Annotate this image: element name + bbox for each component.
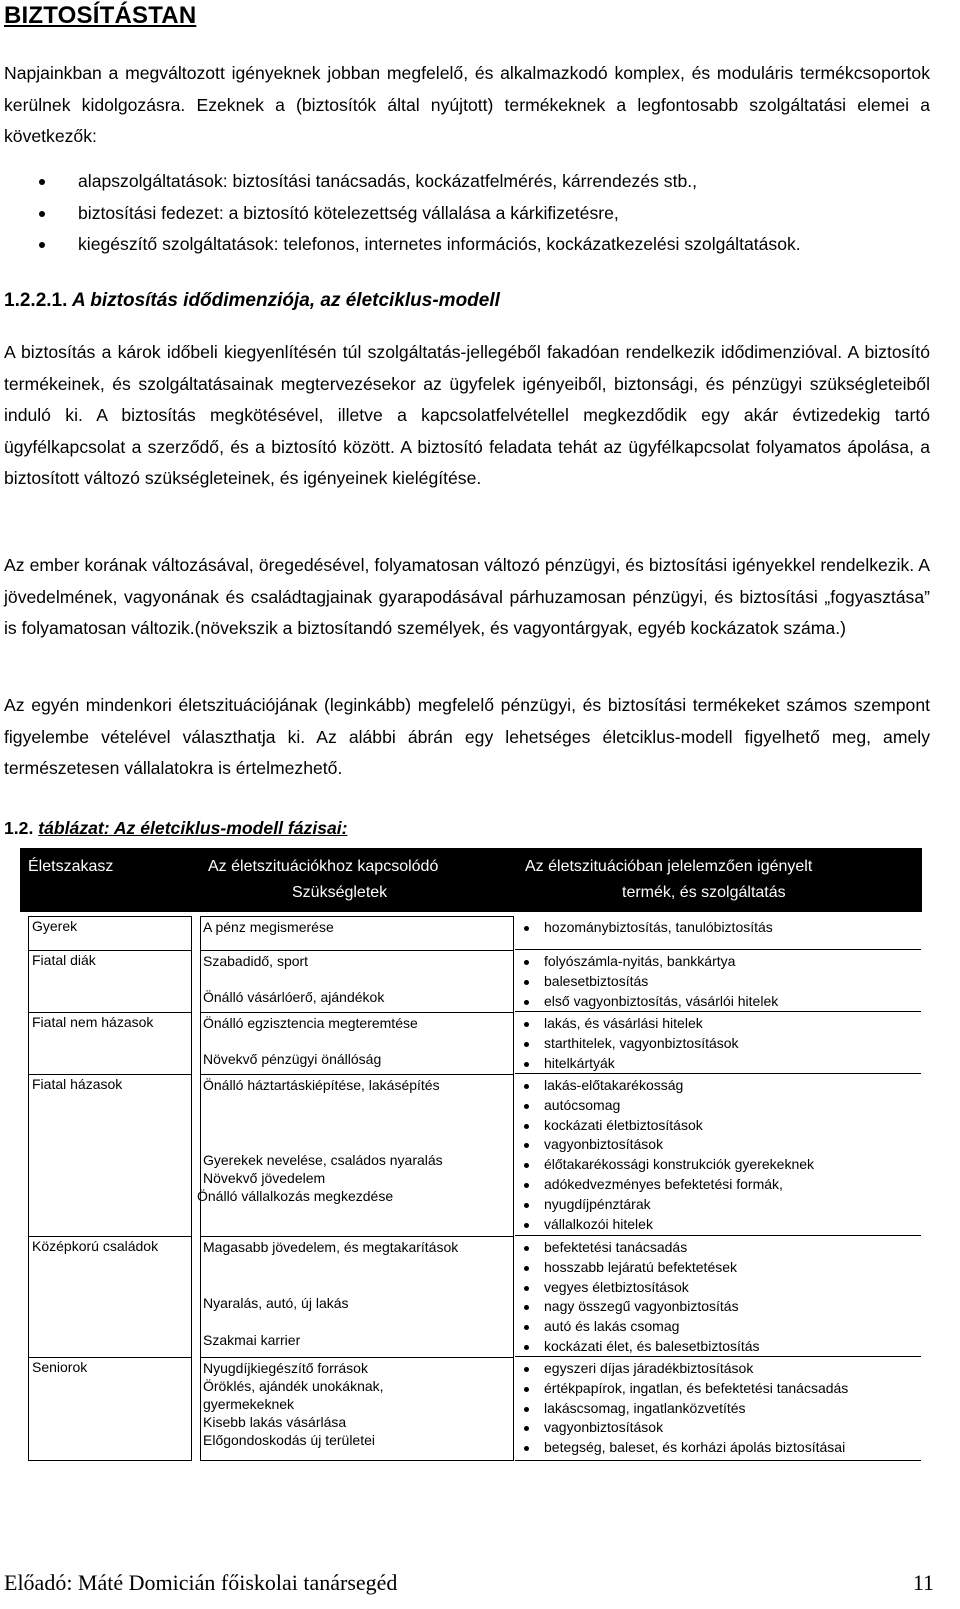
cell-products: [515, 1359, 848, 1458]
cell-need: Magasabb jövedelem, és megtakarítások: [203, 1239, 459, 1255]
document-title: BIZTOSÍTÁSTAN: [4, 2, 197, 29]
page-number: 11: [912, 1570, 934, 1595]
list-item: vagyonbiztosítások: [515, 1418, 848, 1438]
cell-need: Kisebb lakás vásárlása: [203, 1414, 347, 1430]
header-stage: Életszakasz: [28, 858, 114, 875]
list-item: nagy összegű vagyonbiztosítás: [515, 1297, 760, 1317]
cell-need: Növekvő jövedelem: [203, 1170, 326, 1186]
cell-need: Önálló egzisztencia megteremtése: [203, 1015, 418, 1031]
cell-stage: Gyerek: [32, 918, 78, 934]
cell-need: Nyugdíjkiegészítő források: [203, 1360, 368, 1376]
table-header: [20, 848, 922, 912]
table-caption-number: 1.2.: [4, 818, 34, 838]
list-item: vegyes életbiztosítások: [515, 1278, 760, 1298]
cell-products: [515, 1076, 814, 1234]
bullet-icon: [39, 179, 45, 185]
cell-need: Előgondoskodás új területei: [203, 1432, 376, 1448]
table-row: [20, 1236, 922, 1357]
table-row: [20, 1357, 922, 1461]
service-elements-list: [4, 166, 934, 261]
cell-products: [515, 1014, 739, 1073]
header-products-line2: termék, és szolgáltatás: [622, 884, 786, 901]
cell-stage: Fiatal diák: [32, 952, 96, 968]
header-needs-line2: Szükségletek: [292, 884, 388, 901]
table-row: [20, 1074, 922, 1236]
cell-need: gyermekeknek: [203, 1396, 295, 1412]
section-heading: [4, 290, 500, 312]
list-item: hosszabb lejáratú befektetések: [515, 1258, 760, 1278]
list-item: lakás, és vásárlási hitelek: [515, 1014, 739, 1034]
list-item: vállalkozói hitelek: [515, 1215, 814, 1235]
cell-need: Szakmai karrier: [203, 1332, 301, 1348]
paragraph-time-dimension: A biztosítás a károk időbeli kiegyenlítésén túl szolgáltatás-jellegéből fakadóan rendelkezik idődimenzióval. A biztosító termékeinek, és szolgáltatásainak megtervezésekor az ügyfelek igényeiből, biztonsági, és pénzügyi szükségleteiből induló ki. A biztosítás megkötésével, illetve a kapcsolatfelvétellel megkezdődik egy akár évtizedekig tartó ügyfélkapcsolat a szerződő, és a biztosító között. A biztosító feladata tehát az ügyfélkapcsolat folyamatos ápolása, a biztosított változó szükségleteinek, és igényeinek kielégítése.: [4, 342, 930, 488]
cell-need: A pénz megismerése: [203, 919, 334, 935]
list-item: hozománybiztosítás, tanulóbiztosítás: [515, 918, 773, 938]
cell-stage: Fiatal nem házasok: [32, 1014, 154, 1030]
list-item: folyószámla-nyitás, bankkártya: [515, 952, 778, 972]
list-item: adókedvezményes befektetési formák,: [515, 1175, 814, 1195]
cell-need: Önálló vállalkozás megkezdése: [197, 1188, 394, 1204]
cell-need: Önálló háztartáskiépítése, lakásépítés: [203, 1077, 440, 1093]
cell-need: Növekvő pénzügyi önállóság: [203, 1051, 382, 1067]
life-cycle-table: [20, 848, 922, 1461]
footer-lecturer: Előadó: Máté Domicián főiskolai tanársegéd: [4, 1570, 398, 1595]
cell-products: [515, 1238, 760, 1357]
list-item: balesetbiztosítás: [515, 972, 778, 992]
cell-stage: Középkorú családok: [32, 1238, 159, 1254]
bullet-icon: [39, 211, 45, 217]
intro-paragraph: Napjainkban a megváltozott igényeknek jobban megfelelő, és alkalmazkodó komplex, és moduláris termékcsoportok kerülnek kidolgozásra. Ezeknek a (biztosítók által nyújtott) termékeknek a legfontosabb szolgáltatási elemei a következők:: [4, 63, 930, 146]
cell-stage: Fiatal házasok: [32, 1076, 123, 1092]
list-item: autócsomag: [515, 1096, 814, 1116]
header-needs-line1: Az életszituációkhoz kapcsolódó: [208, 858, 439, 875]
paragraph-aging: Az ember korának változásával, öregedésével, folyamatosan változó pénzügyi, és biztosítási igényekkel rendelkezik. A jövedelmének, vagyonának és családtagjainak gyarapodásával párhuzamosan pénzügyi, és biztosítási „fogyasztása” is folyamatosan változik.(növekszik a biztosítandó személyek, és vagyontárgyak, egyéb kockázatok száma.): [4, 555, 930, 638]
table-row: [20, 950, 922, 1012]
cell-need: Öröklés, ajándék unokáknak,: [203, 1378, 384, 1394]
table-caption-text: táblázat: Az életciklus-modell fázisai:: [38, 818, 348, 838]
cell-need: Önálló vásárlóerő, ajándékok: [203, 989, 385, 1005]
cell-stage: Seniorok: [32, 1359, 88, 1375]
list-item: biztosítási fedezet: a biztosító kötelezettség vállalása a kárkifizetésre,: [4, 198, 934, 230]
list-item: kiegészítő szolgáltatások: telefonos, internetes információs, kockázatkezelési szolgáltatások.: [4, 229, 934, 261]
list-item: első vagyonbiztosítás, vásárlói hitelek: [515, 992, 778, 1012]
paragraph-life-situation: Az egyén mindenkori életszituációjának (leginkább) megfelelő pénzügyi, és biztosítási termékeket számos szempont figyelembe vételével választhatja ki. Az alábbi ábrán egy lehetséges életciklus-modell figyelhető meg, amely természetesen vállalatokra is értelmezhető.: [4, 695, 930, 778]
list-item: értékpapírok, ingatlan, és befektetési tanácsadás: [515, 1379, 848, 1399]
list-item: hitelkártyák: [515, 1054, 739, 1074]
list-item: nyugdíjpénztárak: [515, 1195, 814, 1215]
list-item: egyszeri díjas járadékbiztosítások: [515, 1359, 848, 1379]
list-item: betegség, baleset, és korházi ápolás biztosításai: [515, 1438, 848, 1458]
section-title: A biztosítás idődimenziója, az életciklus-modell: [71, 290, 500, 311]
table-row: [20, 916, 922, 950]
cell-need: Szabadidő, sport: [203, 953, 309, 969]
list-item: kockázati életbiztosítások: [515, 1116, 814, 1136]
table-caption: [4, 818, 348, 839]
list-item: kockázati élet, és balesetbiztosítás: [515, 1337, 760, 1357]
list-item: befektetési tanácsadás: [515, 1238, 760, 1258]
table-row: [20, 1012, 922, 1074]
cell-need: Gyerekek nevelése, családos nyaralás: [203, 1152, 443, 1168]
section-number: 1.2.2.1.: [4, 290, 68, 311]
cell-products: [515, 952, 778, 1011]
list-item: vagyonbiztosítások: [515, 1135, 814, 1155]
list-item: autó és lakás csomag: [515, 1317, 760, 1337]
header-products-line1: Az életszituációban jelelemzően igényelt: [525, 858, 813, 875]
list-item: lakáscsomag, ingatlanközvetítés: [515, 1399, 848, 1419]
list-item: alapszolgáltatások: biztosítási tanácsadás, kockázatfelmérés, kárrendezés stb.,: [4, 166, 934, 198]
list-item: élőtakarékossági konstrukciók gyerekeknek: [515, 1155, 814, 1175]
bullet-icon: [39, 242, 45, 248]
list-item: lakás-előtakarékosság: [515, 1076, 814, 1096]
list-item: starthitelek, vagyonbiztosítások: [515, 1034, 739, 1054]
cell-products: [515, 918, 773, 938]
cell-need: Nyaralás, autó, új lakás: [203, 1295, 349, 1311]
